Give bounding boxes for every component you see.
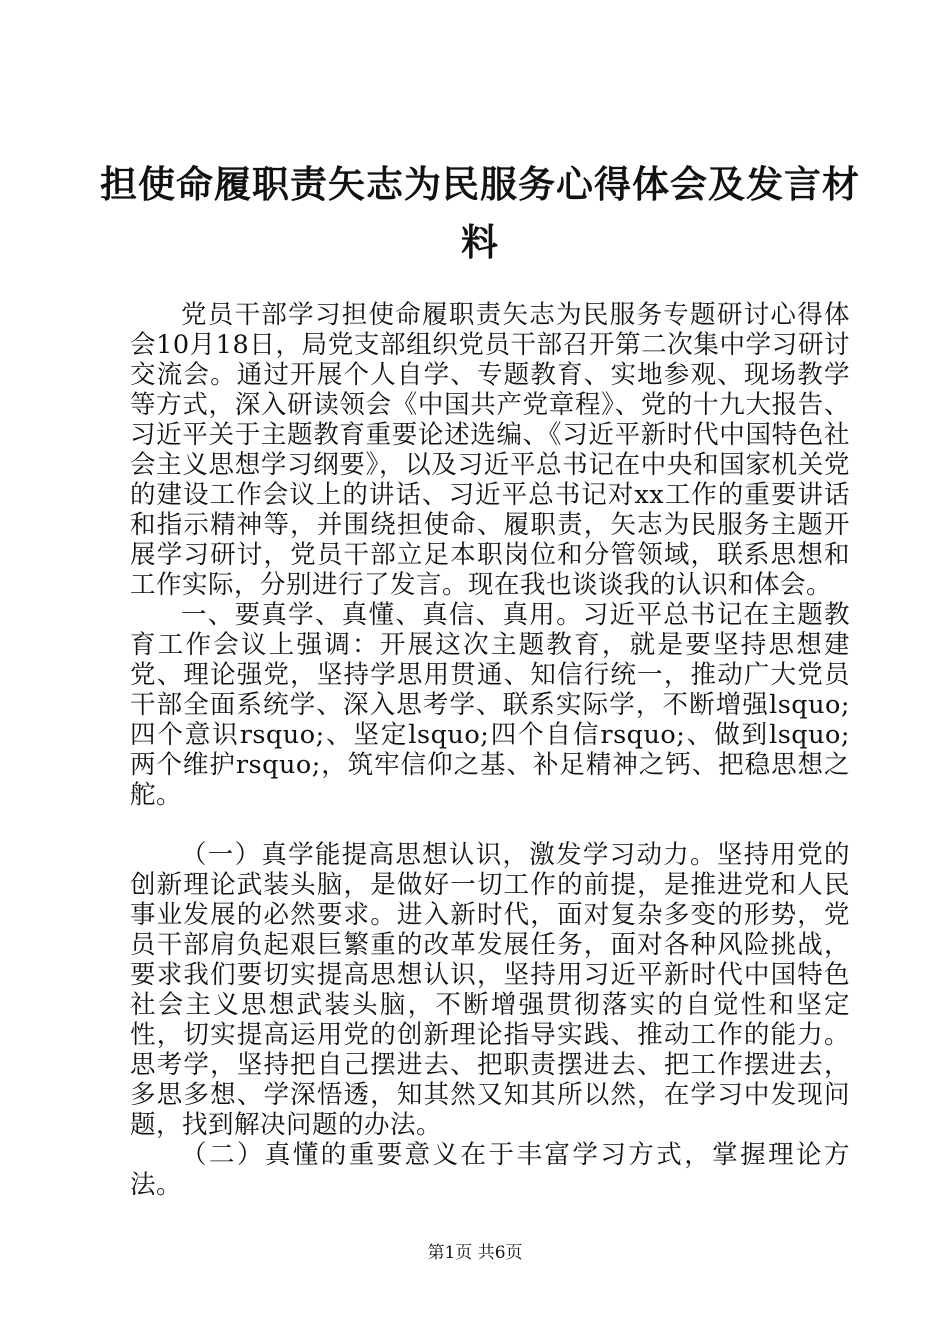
document-body <box>130 300 850 1200</box>
paragraph-subsection-one: （一）真学能提高思想认识，激发学习动力。坚持用党的创新理论武装头脑，是做好一切工作的前提，是推进党和人民事业发展的必然要求。进入新时代，面对复杂多变的形势，党员干部肩负起艰巨繁重的改革发展任务，面对各种风险挑战，要求我们要切实提高思想认识，坚持用习近平新时代中国特色社会主义思想武装头脑，不断增强贯彻落实的自觉性和坚定性，切实提高运用党的创新理论指导实践、推动工作的能力。思考学，坚持把自己摆进去、把职责摆进去、把工作摆进去，多思多想、学深悟透，知其然又知其所以然，在学习中发现问题，找到解决问题的办法。 <box>130 840 850 1140</box>
paragraph-subsection-two: （二）真懂的重要意义在于丰富学习方式，掌握理论方法。 <box>130 1140 850 1200</box>
document-title: 担使命履职责矢志为民服务心得体会及发言材料 <box>100 162 860 264</box>
paragraph-intro: 党员干部学习担使命履职责矢志为民服务专题研讨心得体会10月18日，局党支部组织党员干部召开第二次集中学习研讨交流会。通过开展个人自学、专题教育、实地参观、现场教学等方式，深入研读领会《中国共产党章程》、党的十九大报告、习近平关于主题教育重要论述选编、《习近平新时代中国特色社会主义思想学习纲要》，以及习近平总书记在中央和国家机关党的建设工作会议上的讲话、习近平总书记对xx工作的重要讲话和指示精神等，并围绕担使命、履职责，矢志为民服务主题开展学习研讨，党员干部立足本职岗位和分管领域，联系思想和工作实际，分别进行了发言。现在我也谈谈我的认识和体会。 <box>130 300 850 600</box>
paragraph-section-one: 一、要真学、真懂、真信、真用。习近平总书记在主题教育工作会议上强调：开展这次主题教育，就是要坚持思想建党、理论强党，坚持学思用贯通、知信行统一，推动广大党员干部全面系统学、深入思考学、联系实际学，不断增强lsquo;四个意识rsquo;、坚定lsquo;四个自信rsquo;、做到lsquo;两个维护rsquo;，筑牢信仰之基、补足精神之钙、把稳思想之舵。 <box>130 600 850 810</box>
page-footer: 第1页 共6页 <box>427 1243 523 1263</box>
